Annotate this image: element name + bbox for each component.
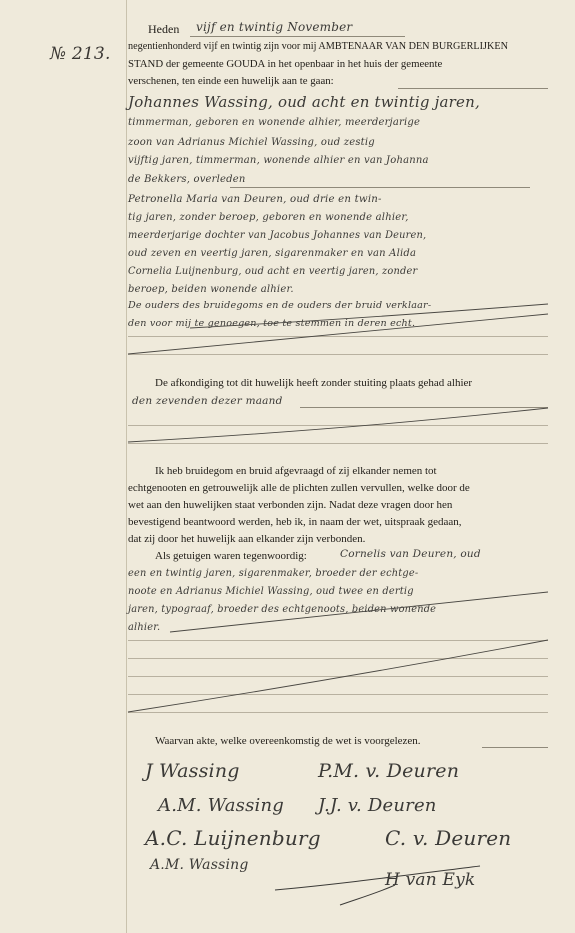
party-line: meerderjarige dochter van Jacobus Johannes van Deuren, [128,230,427,241]
signature: C. v. Deuren [385,826,512,850]
intro-line-4: verschenen, ten einde een huwelijk aan te gaan: [128,75,334,87]
signature: P.M. v. Deuren [318,760,460,782]
signature: J.J. v. Deuren [318,795,437,816]
party-line: timmerman, geboren en wonende alhier, meerderjarige [128,117,421,128]
witness-line: een en twintig jaren, sigarenmaker, broeder der echtge- [128,568,419,579]
certificate-number: № 213. [50,44,111,64]
party-line: Petronella Maria van Deuren, oud drie en twin- [128,194,382,205]
signature: J Wassing [145,760,240,782]
signature: A.M. Wassing [158,795,285,816]
witnesses-label: Als getuigen waren tegenwoordig: [155,550,307,562]
witness-line: alhier. [128,622,161,633]
party-line: Johannes Wassing, oud acht en twintig jaren, [128,93,480,111]
party-line: vijftig jaren, timmerman, wonende alhier en van Johanna [128,155,429,166]
party-line: beroep, beiden wonende alhier. [128,284,294,295]
signature: A.C. Luijnenburg [145,826,321,850]
witness-line: jaren, typograaf, broeder des echtgenoots, beiden wonende [128,604,437,615]
signature: A.M. Wassing [150,857,249,873]
proclamation-text: De afkondiging tot dit huwelijk heeft zonder stuiting plaats gehad alhier [155,377,473,389]
witness-line: Cornelis van Deuren, oud [340,548,481,560]
party-line: Cornelia Luijnenburg, oud acht en veertig jaren, zonder [128,266,418,277]
party-line: zoon van Adrianus Michiel Wassing, oud zestig [128,137,375,148]
declaration-line: dat zij door het huwelijk aan elkander zijn verbonden. [128,533,366,545]
intro-label: Heden [148,22,180,36]
declaration-line: Ik heb bruidegom en bruid afgevraagd of zij elkander nemen tot [155,465,437,477]
witness-line: noote en Adrianus Michiel Wassing, oud twee en dertig [128,586,414,597]
party-line: De ouders des bruidegoms en de ouders der bruid verklaar- [128,300,432,311]
declaration-line: wet aan den huwelijken staat verbonden zijn. Nadat deze vragen door hen [128,499,453,511]
marriage-date: vijf en twintig November [196,20,353,34]
party-line: de Bekkers, overleden [128,174,246,185]
proclamation-date: den zevenden dezer maand [132,395,283,407]
closing-statement: Waarvan akte, welke overeenkomstig de wet is voorgelezen. [155,735,421,747]
declaration-line: echtgenooten en getrouwelijk alle de plichten zullen vervullen, welke door de [128,482,470,494]
declaration-line: bevestigend beantwoord werden, heb ik, in naam der wet, uitspraak gedaan, [128,516,462,528]
official-signature: H van Eyk [385,870,476,890]
party-line: tig jaren, zonder beroep, geboren en wonende alhier, [128,212,409,223]
party-line: den voor mij te genoegen, toe te stemmen in deren echt. [128,318,416,329]
intro-line-2: negentienhonderd vijf en twintig zijn voor mij AMBTENAAR VAN DEN BURGERLIJKEN [128,41,508,52]
party-line: oud zeven en veertig jaren, sigarenmaker en van Alida [128,248,417,259]
intro-line-3: STAND der gemeente GOUDA in het openbaar in het huis der gemeente [128,58,443,70]
